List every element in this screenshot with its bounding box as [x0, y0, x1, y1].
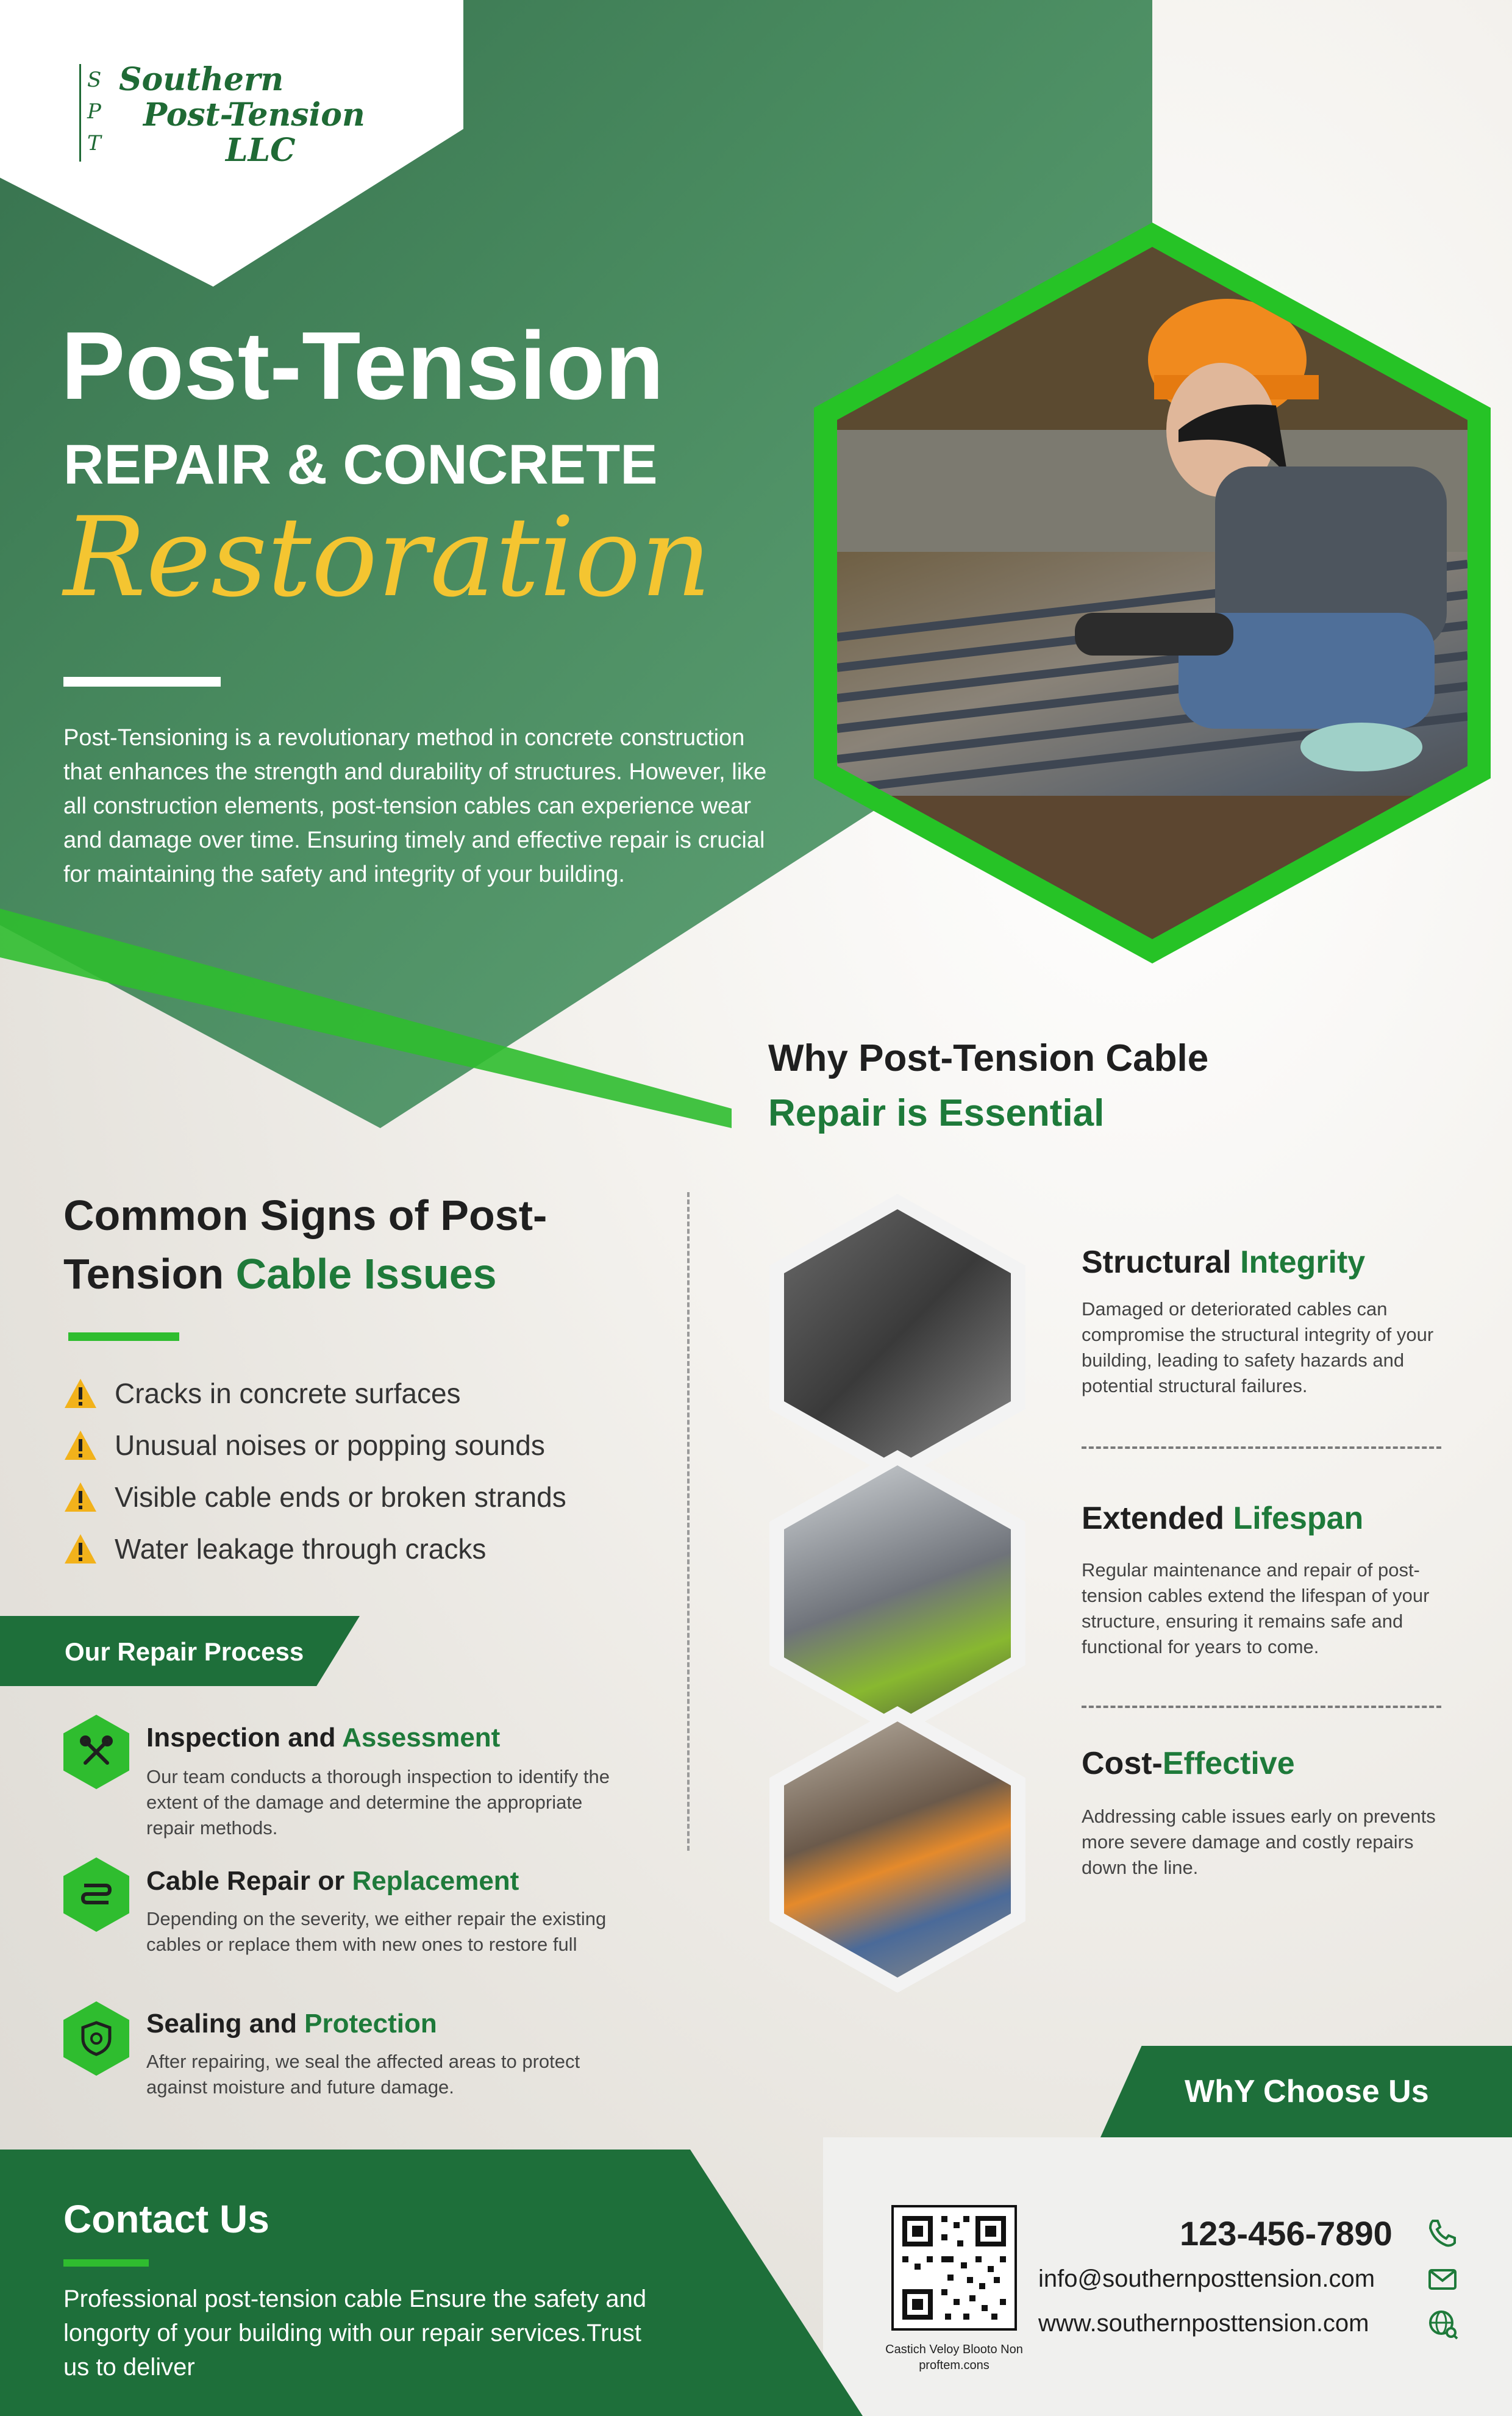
qr-code[interactable]	[891, 2205, 1017, 2331]
sign-text: Cracks in concrete surfaces	[115, 1378, 461, 1409]
logo-monogram	[79, 64, 118, 162]
hero-intro-text: Post-Tensioning is a revolutionary method in concrete construction that enhances the strength and durability of structures. However, like all construction elements, post-tension cables can experience wear and damage over time. Ensuring timely and effective repair is crucial for maintaining the safety and integrity of your building.	[63, 725, 767, 887]
qr-code-icon	[894, 2207, 1015, 2328]
contact-divider	[63, 2259, 149, 2267]
hero-subtitle: REPAIR & CONCRETE	[63, 434, 658, 496]
feature-title	[1082, 1244, 1365, 1281]
contact-phone[interactable]: 123-456-7890	[1180, 2214, 1393, 2253]
feature-title	[1082, 1500, 1363, 1537]
process-step-body: Our team conducts a thorough inspection to identify the extent of the damage and determine the appropriate repair methods.	[146, 1766, 610, 1839]
feature-divider	[1082, 1446, 1441, 1449]
hero-title: Post-Tension	[61, 312, 664, 420]
feature-divider	[1082, 1706, 1441, 1708]
warning-icon	[63, 1481, 98, 1513]
why-title-line-2: Repair is Essential	[768, 1092, 1105, 1134]
signs-divider	[68, 1332, 179, 1341]
logo-line-2: Post-Tension	[143, 96, 365, 134]
sign-item	[63, 1429, 545, 1462]
sign-text: Visible cable ends or broken strands	[115, 1481, 566, 1513]
sign-text: Water leakage through cracks	[115, 1533, 487, 1565]
signs-title	[63, 1186, 673, 1303]
globe-icon	[1427, 2308, 1458, 2340]
company-logo[interactable]	[67, 61, 369, 170]
feature-title-highlight: Lifespan	[1233, 1501, 1364, 1536]
qr-caption: Castich Veloy Blooto Non proftem.cons	[885, 2343, 1023, 2372]
why-choose-us-label[interactable]: WhY Choose Us	[1185, 2074, 1429, 2109]
sign-item	[63, 1532, 486, 1565]
warning-icon	[63, 1429, 98, 1461]
logo-letter: T	[87, 131, 101, 155]
hero-script-title: Restoration	[63, 494, 711, 621]
title-divider	[63, 677, 221, 687]
process-step-title	[146, 1866, 519, 1896]
contact-website[interactable]: www.southernposttension.com	[1038, 2310, 1369, 2337]
warning-icon	[63, 1533, 98, 1565]
feature-title-part: Extended	[1082, 1501, 1233, 1536]
feature-title-highlight: Effective	[1162, 1746, 1295, 1781]
signs-title-highlight: Cable Issues	[235, 1250, 497, 1298]
contact-title: Contact Us	[63, 2197, 269, 2241]
feature-title-part: Structural	[1082, 1245, 1241, 1280]
phone-icon	[1427, 2217, 1458, 2249]
process-title-part: Sealing and	[146, 2009, 305, 2039]
sign-text: Unusual noises or popping sounds	[115, 1429, 545, 1461]
sign-item	[63, 1377, 461, 1410]
process-step-title	[146, 1723, 500, 1753]
feature-body: Addressing cable issues early on prevents more severe damage and costly repairs down the line.	[1082, 1806, 1436, 1878]
feature-title	[1082, 1745, 1295, 1782]
process-step-body: Depending on the severity, we either repair the existing cables or replace them with new ones to restore full	[146, 1908, 607, 1955]
logo-line-3: LLC	[226, 132, 296, 169]
process-step-body: After repairing, we seal the affected areas to protect against moisture and future damage.	[146, 2051, 580, 2098]
logo-line-1: Southern	[119, 61, 284, 98]
feature-title-highlight: Integrity	[1240, 1245, 1366, 1280]
section-divider	[687, 1192, 690, 1851]
process-title-highlight: Replacement	[352, 1866, 519, 1896]
contact-body: Professional post-tension cable Ensure the safety and longorty of your building with our repair services.Trust us to deliver	[63, 2286, 647, 2381]
logo-letter: P	[87, 99, 101, 124]
warning-icon	[63, 1378, 98, 1409]
feature-body: Damaged or deteriorated cables can compromise the structural integrity of your building, leading to safety hazards and potential structural failures.	[1082, 1298, 1434, 1396]
logo-letter: S	[87, 68, 102, 92]
repair-process-label: Our Repair Process	[65, 1637, 304, 1666]
process-title-highlight: Assessment	[342, 1723, 501, 1753]
contact-email[interactable]: info@southernposttension.com	[1038, 2265, 1375, 2292]
feature-body: Regular maintenance and repair of post-tension cables extend the lifespan of your structure, ensuring it remains safe and functional for years to come.	[1082, 1559, 1430, 1657]
feature-title-part: Cost-	[1082, 1746, 1163, 1781]
process-title-part: Inspection and	[146, 1723, 343, 1753]
why-title-line-1: Why Post-Tension Cable	[768, 1037, 1209, 1079]
sign-item	[63, 1481, 566, 1514]
signs-title-part: Common Signs of Post-Tension	[63, 1192, 547, 1298]
process-title-part: Cable Repair or	[146, 1866, 352, 1896]
process-step-title	[146, 2009, 437, 2039]
process-title-highlight: Protection	[304, 2009, 437, 2039]
email-icon	[1427, 2264, 1458, 2295]
